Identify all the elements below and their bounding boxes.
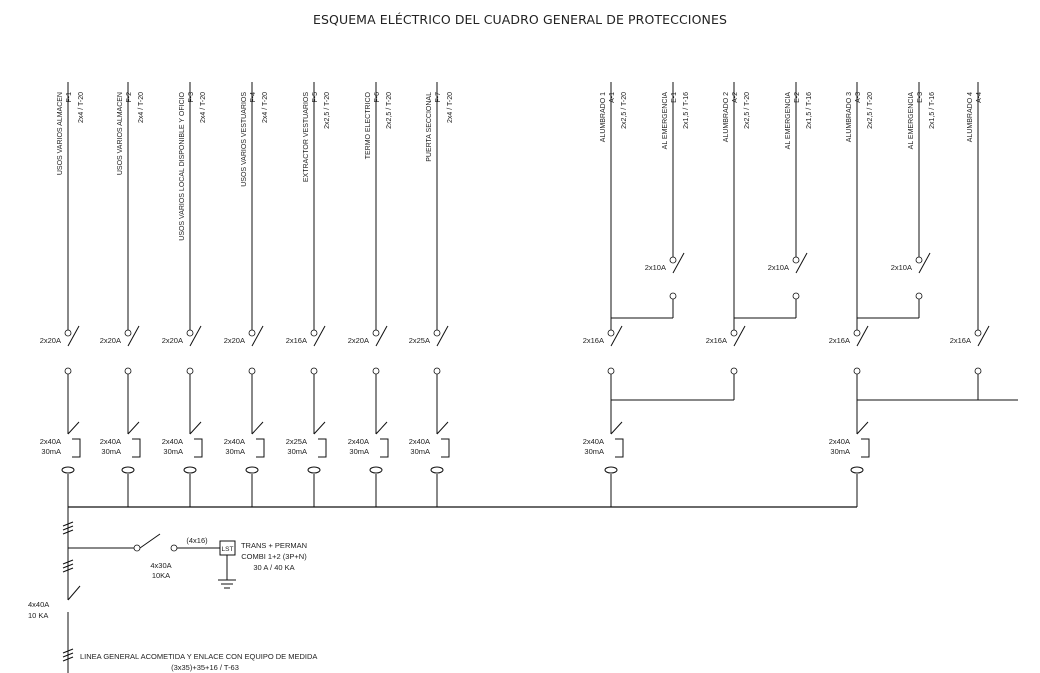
circuit-f-3-breaker-top-contact <box>187 330 193 336</box>
lighting-group-2-lighting-name: ALUMBRADO 2 <box>723 92 730 143</box>
lighting-group-3-lighting-id: A-3 <box>855 92 862 103</box>
lighting-group-2-emergency-breaker-top-contact <box>793 257 799 263</box>
circuit-f-2-differential-blade <box>128 422 139 434</box>
surge-breaker-blade <box>140 534 160 548</box>
circuit-f-5-differential-trip-relay <box>318 439 326 457</box>
surge-protector-label: LST <box>221 546 234 553</box>
supply-line-description: LINEA GENERAL ACOMETIDA Y ENLACE CON EQUIPO DE MEDIDA <box>80 652 318 661</box>
lighting-group-3-breaker-bottom-contact <box>854 368 860 374</box>
lighting-group-1-breaker-top-contact <box>608 330 614 336</box>
lighting-group-3-emergency-breaker-top-contact <box>916 257 922 263</box>
supply-line-spec: (3x35)+35+16 / T-63 <box>171 663 239 672</box>
lighting-differential-2-rating: 2x40A <box>828 437 850 446</box>
circuit-f-6-name: TERMO ELECTRICO <box>365 92 372 160</box>
lighting-group-3-lighting-cable: 2x2,5 / T-20 <box>867 92 874 129</box>
circuit-f-3-differential-trip-relay <box>194 439 202 457</box>
surge-breaker-right-contact <box>171 545 177 551</box>
lighting-group-1-emergency-name: AL EMERGENCIA <box>662 92 669 150</box>
circuit-f-5-name: EXTRACTOR VESTUARIOS <box>303 92 310 183</box>
lighting-differential-1-sensitivity: 30mA <box>584 447 604 456</box>
circuit-f-7-cable: 2x4 / T-20 <box>447 92 454 124</box>
surge-spec-line-2: COMBI 1+2 (3P+N) <box>241 552 307 561</box>
lighting-group-1-emergency-breaker-top-contact <box>670 257 676 263</box>
lighting-group-3-lighting-name: ALUMBRADO 3 <box>846 92 853 143</box>
lighting-group-3-emergency-name: AL EMERGENCIA <box>908 92 915 150</box>
circuit-f-4-differential-blade <box>252 422 263 434</box>
lighting-group-3-breaker-rating: 2x16A <box>828 336 850 345</box>
main-switch-breaking-capacity: 10 KA <box>28 611 49 620</box>
circuit-f-3-differential-rating: 2x40A <box>161 437 183 446</box>
circuit-f-7-name: PUERTA SECCIONAL <box>426 92 433 162</box>
circuit-f-6-differential-toroid <box>370 467 382 473</box>
lighting-group-1-emergency-breaker-rating: 2x10A <box>644 263 666 272</box>
lighting-differential-1-toroid <box>605 467 617 473</box>
circuit-f-4-breaker-bottom-contact <box>249 368 255 374</box>
lighting-group-2-emergency-breaker-bottom-contact <box>793 293 799 299</box>
surge-cable-spec: (4x16) <box>186 536 208 545</box>
circuit-f-2-cable: 2x4 / T-20 <box>138 92 145 124</box>
lighting-differential-2-toroid <box>851 467 863 473</box>
circuit-f-4-breaker-top-contact <box>249 330 255 336</box>
circuit-f-3-differential-blade <box>190 422 201 434</box>
circuit-f-3-breaker-rating: 2x20A <box>161 336 183 345</box>
circuit-f-6-differential-trip-relay <box>380 439 388 457</box>
circuit-f-1-cable: 2x4 / T-20 <box>78 92 85 124</box>
circuit-f-7-differential-blade <box>437 422 448 434</box>
circuit-f-1-breaker-top-contact <box>65 330 71 336</box>
lighting-group-2-emergency-id: E-2 <box>794 92 801 103</box>
circuit-f-6-cable: 2x2,5 / T-20 <box>386 92 393 129</box>
lighting-group-1-emergency-breaker-blade <box>673 253 684 273</box>
lighting-group-1-lighting-id: A-1 <box>609 92 616 103</box>
lighting-group-1-breaker-bottom-contact <box>608 368 614 374</box>
circuit-f-4-name: USOS VARIOS VESTUARIOS <box>241 92 248 187</box>
surge-spec-line-1: TRANS + PERMAN <box>240 541 308 550</box>
circuit-f-5-differential-sensitivity: 30mA <box>287 447 307 456</box>
circuit-f-2-name: USOS VARIOS ALMACEN <box>117 92 124 176</box>
lighting-group-2-lighting-id: A-2 <box>732 92 739 103</box>
lighting-group-4-breaker-bottom-contact <box>975 368 981 374</box>
circuit-f-3-differential-toroid <box>184 467 196 473</box>
lighting-group-1-breaker-blade <box>611 326 622 346</box>
circuit-f-6-differential-blade <box>376 422 387 434</box>
lighting-group-4-lighting-name: ALUMBRADO 4 <box>967 92 974 143</box>
lighting-group-1-lighting-cable: 2x2,5 / T-20 <box>621 92 628 129</box>
lighting-group-4-lighting-id: A-4 <box>976 92 983 103</box>
circuit-f-4-id: F-4 <box>250 92 257 103</box>
circuit-f-3-breaker-bottom-contact <box>187 368 193 374</box>
circuit-f-2-breaker-bottom-contact <box>125 368 131 374</box>
circuit-f-2-differential-toroid <box>122 467 134 473</box>
circuit-f-4-differential-toroid <box>246 467 258 473</box>
circuit-f-7-differential-toroid <box>431 467 443 473</box>
lighting-group-1-emergency-breaker-bottom-contact <box>670 293 676 299</box>
lighting-differential-2-sensitivity: 30mA <box>830 447 850 456</box>
lighting-group-1-lighting-name: ALUMBRADO 1 <box>600 92 607 143</box>
circuit-f-7-breaker-rating: 2x25A <box>408 336 430 345</box>
circuit-f-4-breaker-rating: 2x20A <box>223 336 245 345</box>
lighting-group-2-breaker-rating: 2x16A <box>705 336 727 345</box>
circuit-f-6-differential-sensitivity: 30mA <box>349 447 369 456</box>
circuit-f-1-differential-sensitivity: 30mA <box>41 447 61 456</box>
circuit-f-2-differential-trip-relay <box>132 439 140 457</box>
lighting-group-1-emergency-id: E-1 <box>671 92 678 103</box>
lighting-group-4-breaker-rating: 2x16A <box>949 336 971 345</box>
circuit-f-7-differential-trip-relay <box>441 439 449 457</box>
surge-breaking-capacity: 10KA <box>151 571 171 580</box>
lighting-group-2-emergency-breaker-blade <box>796 253 807 273</box>
lighting-group-3-breaker-top-contact <box>854 330 860 336</box>
circuit-f-5-breaker-bottom-contact <box>311 368 317 374</box>
circuit-f-7-differential-sensitivity: 30mA <box>410 447 430 456</box>
main-switch-rating: 4x40A <box>28 600 50 609</box>
circuit-f-1-differential-rating: 2x40A <box>39 437 61 446</box>
lighting-differential-2-blade <box>857 422 868 434</box>
circuit-f-2-differential-rating: 2x40A <box>99 437 121 446</box>
lighting-group-2-emergency-name: AL EMERGENCIA <box>785 92 792 150</box>
circuit-f-5-breaker-top-contact <box>311 330 317 336</box>
circuit-f-7-differential-rating: 2x40A <box>408 437 430 446</box>
circuit-f-4-differential-trip-relay <box>256 439 264 457</box>
lighting-group-4-breaker-top-contact <box>975 330 981 336</box>
lighting-group-3-emergency-id: E-3 <box>917 92 924 103</box>
circuit-f-5-id: F-5 <box>312 92 319 103</box>
lighting-group-2-breaker-blade <box>734 326 745 346</box>
circuit-f-7-breaker-blade <box>437 326 448 346</box>
circuit-f-3-id: F-3 <box>188 92 195 103</box>
main-switch-blade <box>68 586 80 600</box>
circuit-f-2-differential-sensitivity: 30mA <box>101 447 121 456</box>
lighting-group-3-emergency-breaker-rating: 2x10A <box>890 263 912 272</box>
lighting-group-2-emergency-breaker-rating: 2x10A <box>767 263 789 272</box>
circuit-f-3-cable: 2x4 / T-20 <box>200 92 207 124</box>
lighting-differential-1-rating: 2x40A <box>582 437 604 446</box>
lighting-group-1-breaker-rating: 2x16A <box>582 336 604 345</box>
circuit-f-5-differential-blade <box>314 422 325 434</box>
circuit-f-2-breaker-blade <box>128 326 139 346</box>
circuit-f-4-breaker-blade <box>252 326 263 346</box>
circuit-f-1-name: USOS VARIOS ALMACEN <box>57 92 64 176</box>
circuit-f-1-differential-toroid <box>62 467 74 473</box>
circuit-f-7-id: F-7 <box>435 92 442 103</box>
circuit-f-1-id: F-1 <box>66 92 73 103</box>
circuit-f-7-breaker-bottom-contact <box>434 368 440 374</box>
lighting-group-1-emergency-cable: 2x1,5 / T-16 <box>683 92 690 129</box>
circuit-f-3-breaker-blade <box>190 326 201 346</box>
circuit-f-6-id: F-6 <box>374 92 381 103</box>
lighting-group-2-breaker-top-contact <box>731 330 737 336</box>
circuit-f-1-breaker-blade <box>68 326 79 346</box>
circuit-f-5-differential-rating: 2x25A <box>285 437 307 446</box>
lighting-differential-2-trip-relay <box>861 439 869 457</box>
lighting-group-3-breaker-blade <box>857 326 868 346</box>
circuit-f-5-breaker-blade <box>314 326 325 346</box>
circuit-f-5-differential-toroid <box>308 467 320 473</box>
circuit-f-3-name: USOS VARIOS LOCAL DISPONIBLE Y OFICIO <box>179 92 186 241</box>
circuit-f-6-breaker-rating: 2x20A <box>347 336 369 345</box>
lighting-group-2-breaker-bottom-contact <box>731 368 737 374</box>
surge-breaker-left-contact <box>134 545 140 551</box>
lighting-group-3-emergency-cable: 2x1,5 / T-16 <box>929 92 936 129</box>
lighting-differential-1-blade <box>611 422 622 434</box>
circuit-f-6-breaker-bottom-contact <box>373 368 379 374</box>
lighting-group-2-lighting-cable: 2x2,5 / T-20 <box>744 92 751 129</box>
circuit-f-6-differential-rating: 2x40A <box>347 437 369 446</box>
lighting-differential-1-trip-relay <box>615 439 623 457</box>
circuit-f-6-breaker-blade <box>376 326 387 346</box>
circuit-f-4-differential-rating: 2x40A <box>223 437 245 446</box>
circuit-f-6-breaker-top-contact <box>373 330 379 336</box>
surge-breaker-rating: 4x30A <box>150 561 172 570</box>
circuit-f-3-differential-sensitivity: 30mA <box>163 447 183 456</box>
circuit-f-1-breaker-bottom-contact <box>65 368 71 374</box>
lighting-group-2-emergency-cable: 2x1,5 / T-16 <box>806 92 813 129</box>
circuit-f-4-differential-sensitivity: 30mA <box>225 447 245 456</box>
circuit-f-2-breaker-rating: 2x20A <box>99 336 121 345</box>
circuit-f-1-breaker-rating: 2x20A <box>39 336 61 345</box>
lighting-group-4-breaker-blade <box>978 326 989 346</box>
circuit-f-7-breaker-top-contact <box>434 330 440 336</box>
circuit-f-5-cable: 2x2,5 / T-20 <box>324 92 331 129</box>
lighting-group-3-emergency-breaker-bottom-contact <box>916 293 922 299</box>
circuit-f-1-differential-trip-relay <box>72 439 80 457</box>
circuit-f-4-cable: 2x4 / T-20 <box>262 92 269 124</box>
surge-spec-line-3: 30 A / 40 KA <box>253 563 295 572</box>
circuit-f-2-id: F-2 <box>126 92 133 103</box>
circuit-f-1-differential-blade <box>68 422 79 434</box>
circuit-f-2-breaker-top-contact <box>125 330 131 336</box>
circuit-f-5-breaker-rating: 2x16A <box>285 336 307 345</box>
page-title: ESQUEMA ELÉCTRICO DEL CUADRO GENERAL DE PROTECCIONES <box>312 12 728 27</box>
lighting-group-3-emergency-breaker-blade <box>919 253 930 273</box>
